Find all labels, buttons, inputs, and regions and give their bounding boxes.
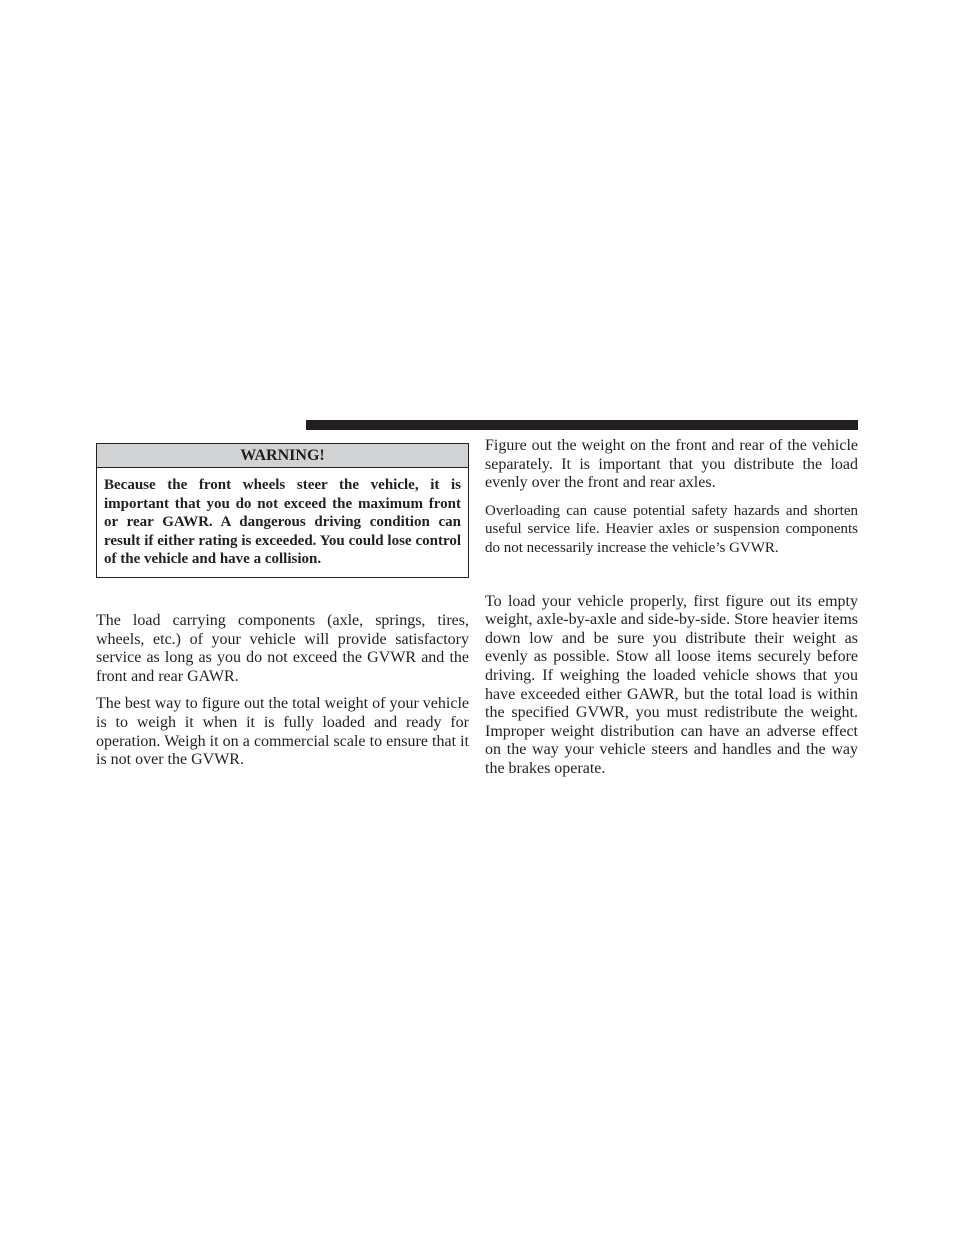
left-paragraph-1: The load carrying components (axle, springs, tires, wheels, etc.) of your vehicle will provide satisfactory service as long as you do not exceed the GVWR and the front and rear GAWR. [96, 611, 469, 685]
warning-box [96, 443, 469, 578]
warning-title: WARNING! [97, 444, 468, 468]
right-paragraph-2: Overloading can cause potential safety hazards and shorten useful service life. Heavier axles or suspension components do not necessarily increase the vehicle’s GVWR. [485, 502, 858, 556]
warning-text: Because the front wheels steer the vehicle, it is important that you do not exceed the maximum front or rear GAWR. A dangerous driving condition can result if either rating is exceeded. You could lose control of the vehicle and have a collision. [104, 477, 461, 568]
right-paragraph-1: Figure out the weight on the front and rear of the vehicle separately. It is important that you distribute the load evenly over the front and rear axles. [485, 437, 858, 492]
right-column [485, 437, 858, 779]
left-paragraph-2: The best way to figure out the total weight of your vehicle is to weigh it when it is fully loaded and ready for operation. Weigh it on a commercial scale to ensure that it is not over the GVWR. [96, 695, 469, 769]
section-header-bar [306, 420, 858, 430]
left-column [96, 443, 469, 770]
right-paragraph-3: To load your vehicle properly, first figure out its empty weight, axle-by-axle and side-by-side. Store heavier items down low and be sure you distribute their weight as evenly as possible. Stow all loose items securely before driving. If weighing the loaded vehicle shows that you have exceeded either GAWR, but the total load is within the specified GVWR, you must redistribute the weight. Improper weight distribution can have an adverse effect on the way your vehicle steers and handles and the way the brakes operate. [485, 592, 858, 777]
